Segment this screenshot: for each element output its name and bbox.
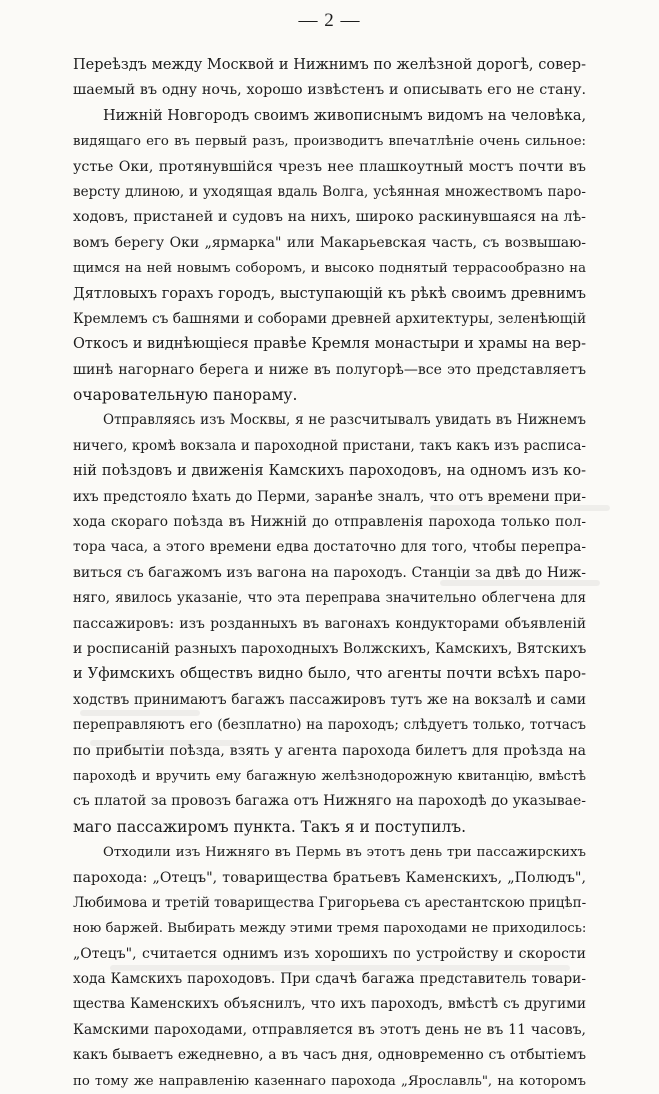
text-line: Любимова и третій товарищества Григорьева съ арестантскою прицѣп- — [73, 894, 587, 911]
text-line: устье Оки, протянувшійся чрезъ нее плашкоутный мостъ почти въ — [73, 158, 586, 175]
text-line: и Уфимскихъ обществъ видно было, что агенты почти всѣхъ паро- — [73, 666, 586, 683]
text-line: щества Каменскихъ объяснилъ, что ихъ пароходъ, вмѣстѣ съ другими — [73, 996, 586, 1013]
text-line: Переѣздъ между Москвой и Нижнимъ по желѣзной дорогѣ, совер- — [73, 57, 586, 73]
text-line: няго, явилось указаніе, что эта переправа значительно облегчена для — [73, 590, 586, 607]
text-line: ходовъ, пристаней и судовъ на нихъ, широко раскинувшаяся на лѣ- — [73, 209, 586, 226]
text-line: ною баржей. Выбирать между этими тремя пароходами не приходилось: — [73, 921, 587, 937]
text-line: шинѣ нагорнаго берега и ниже въ полугорѣ—все это представляетъ — [73, 361, 586, 378]
text-line: „Отецъ", считается однимъ изъ хорошихъ по устройству и скорости — [73, 945, 586, 962]
text-line: парохода: „Отецъ", товарищества братьевъ Каменскихъ, „Полюдъ", — [73, 869, 586, 886]
text-line: версту длиною, и уходящая вдаль Волга, усѣянная множествомъ паро- — [73, 183, 586, 200]
text-line: щимся на ней новымъ соборомъ, и высоко поднятый террасообразно на — [73, 261, 586, 277]
text-line: Нижній Новгородъ своимъ живописнымъ видомъ на человѣка, — [103, 107, 587, 124]
text-line: Камскими пароходами, отправляется въ этотъ день не въ 11 часовъ, — [73, 1021, 586, 1038]
text-line: какъ бываетъ ежедневно, а въ часъ дня, одновременно съ отбытіемъ — [73, 1047, 586, 1064]
text-line: хода Камскихъ пароходовъ. При сдачѣ багажа представитель товари- — [73, 971, 586, 988]
text-line: очаровательную панораму. — [73, 386, 298, 405]
text-line: тора часа, а этого времени едва достаточно для того, чтобы перепра- — [73, 539, 586, 556]
text-line: Откосъ и виднѣющіеся правѣе Кремля монастыри и храмы на вер- — [73, 336, 586, 353]
text-line: ничего, кромѣ вокзала и пароходной пристани, такъ какъ изъ расписа- — [73, 437, 586, 454]
text-line: вомъ берегу Оки „ярмарка" или Макарьевская часть, съ возвышаю- — [73, 234, 586, 251]
text-line: хода скораго поѣзда въ Нижній до отправленія парохода только пол- — [73, 514, 586, 531]
page-number: — 2 — — [298, 10, 361, 31]
text-line: Отправляясь изъ Москвы, я не разсчитывалъ увидать въ Нижнемъ — [103, 412, 586, 429]
text-line: пароходѣ и вручить ему багажную желѣзнодорожную квитанцію, вмѣстѣ — [73, 768, 586, 784]
text-line: шаемый въ одну ночь, хорошо извѣстенъ и описывать его не стану. — [73, 82, 586, 99]
text-line: съ платой за провозъ багажа отъ Нижняго на пароходѣ до указывае- — [73, 793, 586, 810]
text-line: Отходили изъ Нижняго въ Пермь въ этотъ день три пассажирскихъ — [103, 845, 586, 861]
text-line: виться съ багажомъ изъ вагона на пароходъ. Станціи за двѣ до Ниж- — [73, 564, 586, 581]
text-line: маго пассажиромъ пункта. Такъ я и поступилъ. — [73, 817, 467, 836]
text-line: ихъ предстояло ѣхать до Перми, заранѣе зналъ, что отъ времени при- — [73, 488, 586, 505]
text-line: по прибытіи поѣзда, взять у агента парохода билетъ для проѣзда на — [73, 742, 586, 759]
text-line: ходствъ принимаютъ багажъ пассажировъ тутъ же на вокзалѣ и сами — [73, 691, 586, 708]
text-line: переправляютъ его (безплатно) на пароходъ; слѣдуетъ только, тотчасъ — [73, 717, 586, 734]
text-line: Дятловыхъ горахъ городъ, выступающій къ рѣкѣ своимъ древнимъ — [73, 285, 586, 302]
text-line: пассажировъ: изъ розданныхъ въ вагонахъ кондукторами объявленій — [73, 615, 586, 632]
body-text — [73, 53, 586, 1094]
text-line: по тому же направленію казеннаго парохода „Ярославль", на которомъ — [73, 1073, 586, 1089]
text-line: Кремлемъ съ башнями и соборами древней архитектуры, зеленѣющій — [73, 310, 587, 327]
text-line: видящаго его въ первый разъ, производитъ впечатлѣніе очень сильное: — [73, 134, 586, 150]
text-line: ній поѣздовъ и движенія Камскихъ пароходовъ, на одномъ изъ ко- — [73, 463, 586, 480]
text-line: и росписаній разныхъ пароходныхъ Волжскихъ, Камскихъ, Вятскихъ — [73, 640, 587, 657]
